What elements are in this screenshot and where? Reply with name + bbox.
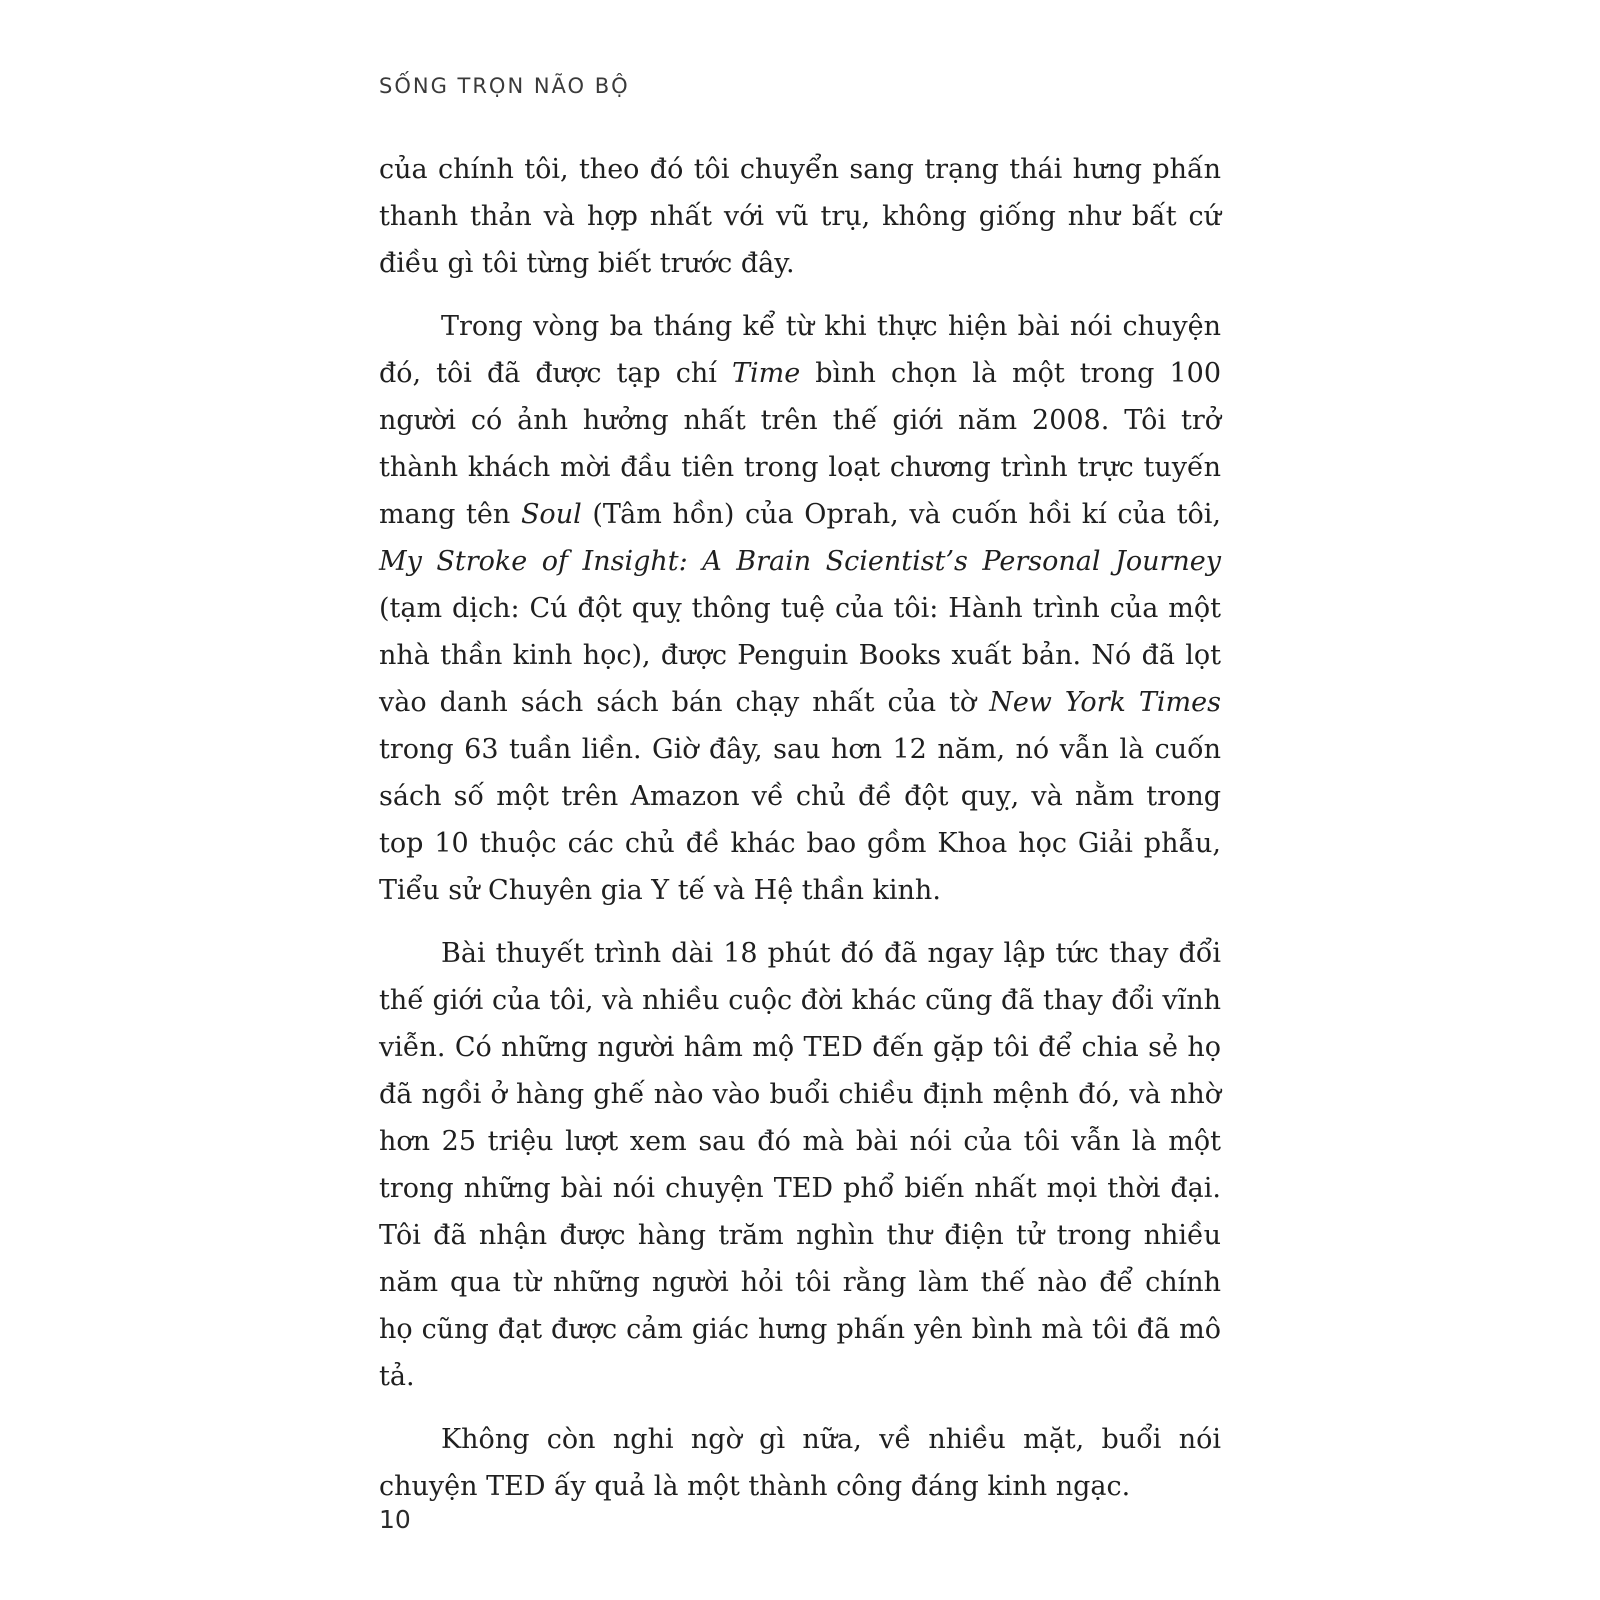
italic-title: Soul <box>520 499 582 530</box>
text-segment: (tạm dịch: Cú đột quỵ thông tuệ của tôi: Hành trình của một nhà thần kinh học), được Penguin Books xuất bản. Nó đã lọt vào danh sách sách bán chạy nhất của tờ <box>379 593 1221 718</box>
italic-title: New York Times <box>989 687 1221 718</box>
paragraph-4 <box>379 1416 1221 1510</box>
italic-title: Time <box>731 358 801 389</box>
text-segment: của chính tôi, theo đó tôi chuyển sang trạng thái hưng phấn thanh thản và hợp nhất với vũ trụ, không giống như bất cứ điều gì tôi từng biết trước đây. <box>379 154 1221 279</box>
text-segment: Không còn nghi ngờ gì nữa, về nhiều mặt, buổi nói chuyện TED ấy quả là một thành công đáng kinh ngạc. <box>379 1424 1221 1502</box>
text-segment: Bài thuyết trình dài 18 phút đó đã ngay lập tức thay đổi thế giới của tôi, và nhiều cuộc đời khác cũng đã thay đổi vĩnh viễn. Có những người hâm mộ TED đến gặp tôi để chia sẻ họ đã ngồi ở hàng ghế nào vào buổi chiều định mệnh đó, và nhờ hơn 25 triệu lượt xem sau đó mà bài nói của tôi vẫn là một trong những bài nói chuyện TED phổ biến nhất mọi thời đại. Tôi đã nhận được hàng trăm nghìn thư điện tử trong nhiều năm qua từ những người hỏi tôi rằng làm thế nào để chính họ cũng đạt được cảm giác hưng phấn yên bình mà tôi đã mô tả. <box>379 938 1221 1392</box>
text-segment: (Tâm hồn) của Oprah, và cuốn hồi kí của tôi, <box>581 499 1221 530</box>
body-text <box>379 146 1221 1526</box>
text-segment: trong 63 tuần liền. Giờ đây, sau hơn 12 năm, nó vẫn là cuốn sách số một trên Amazon về chủ đề đột quỵ, và nằm trong top 10 thuộc các chủ đề khác bao gồm Khoa học Giải phẫu, Tiểu sử Chuyên gia Y tế và Hệ thần kinh. <box>379 734 1221 906</box>
paragraph-3 <box>379 930 1221 1400</box>
paragraph-2 <box>379 303 1221 914</box>
text-segment: bình chọn là một trong 100 người có ảnh hưởng nhất trên thế giới năm 2008. Tôi trở thành khách mời đầu tiên trong loạt chương trình trực tuyến mang tên <box>379 358 1221 530</box>
italic-title: My Stroke of Insight: A Brain Scientist’s Personal Journey <box>379 546 1221 577</box>
page-number: 10 <box>379 1505 411 1534</box>
paragraph-1 <box>379 146 1221 287</box>
text-segment: Trong vòng ba tháng kể từ khi thực hiện bài nói chuyện đó, tôi đã được tạp chí <box>379 311 1221 389</box>
running-head: SỐNG TRỌN NÃO BỘ <box>379 74 630 98</box>
